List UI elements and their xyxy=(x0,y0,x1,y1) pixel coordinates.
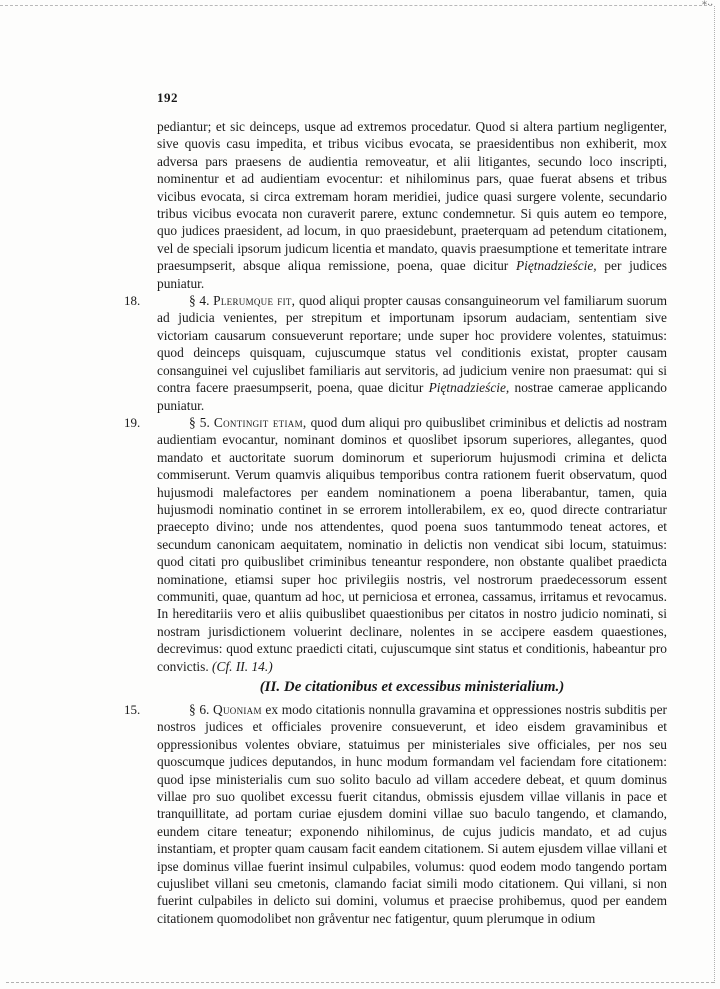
section-number: 15. xyxy=(124,702,141,717)
section-text-end: nostrae camerae applicando puniatur. xyxy=(157,380,667,413)
page-right-edge xyxy=(714,6,715,983)
chapter-heading: (II. De citationibus et excessibus ministerialium.) xyxy=(259,679,565,695)
section-paragraph-4 xyxy=(124,292,667,414)
page-number: 192 xyxy=(157,90,178,105)
intro-term: Piętnadzieście, xyxy=(515,258,597,274)
intro-text-end: per judices puniatur. xyxy=(157,258,667,291)
section-lead: Quoniam xyxy=(213,702,262,717)
section-term: Piętnadzieście, xyxy=(428,380,510,396)
page-top-edge xyxy=(0,5,712,6)
corner-mark: *·· xyxy=(702,0,714,11)
section-mark: § 4. xyxy=(189,293,210,309)
section-lead: Contingit etiam, xyxy=(213,414,307,430)
intro-paragraph xyxy=(157,118,667,292)
section-text: quod aliqui propter causas consanguineorum vel familiarum suorum ad judicia venientes, per strepitum et importunam ipsorum audaciam, sententiam sive victoriam causarum consueverunt reportare; unde super hoc providere volentes, statuimus: quod deinceps quisquam, cujuscumque status vel conditionis existat, propter causam consanguinei vel cujuslibet familiaris aut servitoris, ad judicium venire non praesumat: qui si contra facere praesumpserit, poena, quae dicitur xyxy=(157,293,667,396)
section-text: quod dum aliqui pro quibuslibet criminibus et delictis ad nostram audientiam evocantur, nominant dominos et quoslibet ipsorum superiores, allegantes, quod mandato et auctoritate suorum dominorum et superiorum hujusmodi crimina et delicta commiserunt. Verum quamvis aliquibus temporibus contra rationem fuerit observatum, quod hujusmodi malefactores per eandem nominationem a poena liberabantur, tamen, quia hujusmodi nominatio continet in se errorem intollerabilem, ex eo, quod directe contrariatur praecepto divino; unde nos attendentes, quod poena suos tantummodo teneat actores, et secundum canonicam aequitatem, nominatio in delictis non vendicat sibi locum, statuimus: quod citati pro quibuslibet criminibus teneantur respondere, non obstante qualibet praedicta nominatione, etiamsi super hoc privilegiis nostris, vel nostrorum praedecessorum essent communiti, quae, quantum ad hoc, ut perniciosa et erronea, cassamus, irritamus et revocamus. In hereditariis vero et aliis quibuslibet quaestionibus per citatos in nostro judicio nominati, si nostram jurisdictionem voluerint declinare, nolentes in se accipere easdem quaestiones, decrevimus: quod extunc praedicti citati, cujuscumque sint status et conditionis, habeantur pro convictis. xyxy=(157,414,667,674)
section-mark: § 5. xyxy=(189,414,210,430)
section-paragraph-6 xyxy=(124,701,667,927)
section-lead: Plerumque fit, xyxy=(213,293,296,309)
body-text xyxy=(124,118,667,927)
section-number: 18. xyxy=(124,293,141,309)
section-text: ex modo citationis nonnulla gravamina et oppressiones nostris subditis per nostros judices et officiales provenire consueverunt, et ideo eisdem gravaminibus et oppressionibus volentes obviare, statuimus per ministeriales sive officiales, per nos seu quoscumque judices deputandos, in hunc modum formandam vel faciendam fore citationem: quod ipse ministerialis cum suo solito baculo ad villam accedere debeat, et quum dominus villae pro suo quolibet excessu fuerit citandus, obmissis ejusdem villae villanis in pace et tranquillitate, ad portam curiae ejusdem domini villae suo baculo tangendo, et clamando, eundem citare teneatur; exponendo nihilominus, de cujus judicis mandato, et ad cujus instantiam, et propter quam causam facit eandem citationem. Si autem ejusdem villae villani et ipse dominus villae fuerint insimul culpabiles, volumus: quod eodem modo tangendo portam cujuslibet villani seu cmetonis, clamando faciat simili modo citationem. Qui villani, si non fuerint culpabiles in delicto sui domini, volumus et praecise prohibemus, quod per eandem citationem quomodolibet non gråventur nec fatigentur, quum plerumque in odium xyxy=(157,702,667,926)
section-mark: § 6. xyxy=(189,702,210,717)
section-crossref: (Cf. II. 14.) xyxy=(212,658,273,674)
section-paragraph-5 xyxy=(124,414,667,675)
section-number: 19. xyxy=(124,414,141,430)
page-bottom-edge xyxy=(6,982,714,983)
intro-text: pediantur; et sic deinceps, usque ad extremos procedatur. Quod si altera partium negligenter, sive quovis casu impedita, et tribus vicibus evocata, se praesidentibus non exhiberit, mox adversa pars praesens de audientia removeatur, et alii litigantes, secundo loco inscripti, nominentur et ad audientiam evocentur: et nihilominus pars, quae fuerat absens et tribus vicibus evocata, si circa extremam horam meridiei, judice quasi surgere volente, secundario tribus vicibus evocata non curaverit parere, extunc condemnetur. Si quis autem eo tempore, quo judices praesident, ad locum, in quo praesidebunt, praeterquam ad petendum citationem, vel de speciali ipsorum judicum licentia et mandato, quavis praesumptione et temeritate intrare praesumpserit, absque aliqua remissione, poena, quae dicitur xyxy=(157,119,667,274)
